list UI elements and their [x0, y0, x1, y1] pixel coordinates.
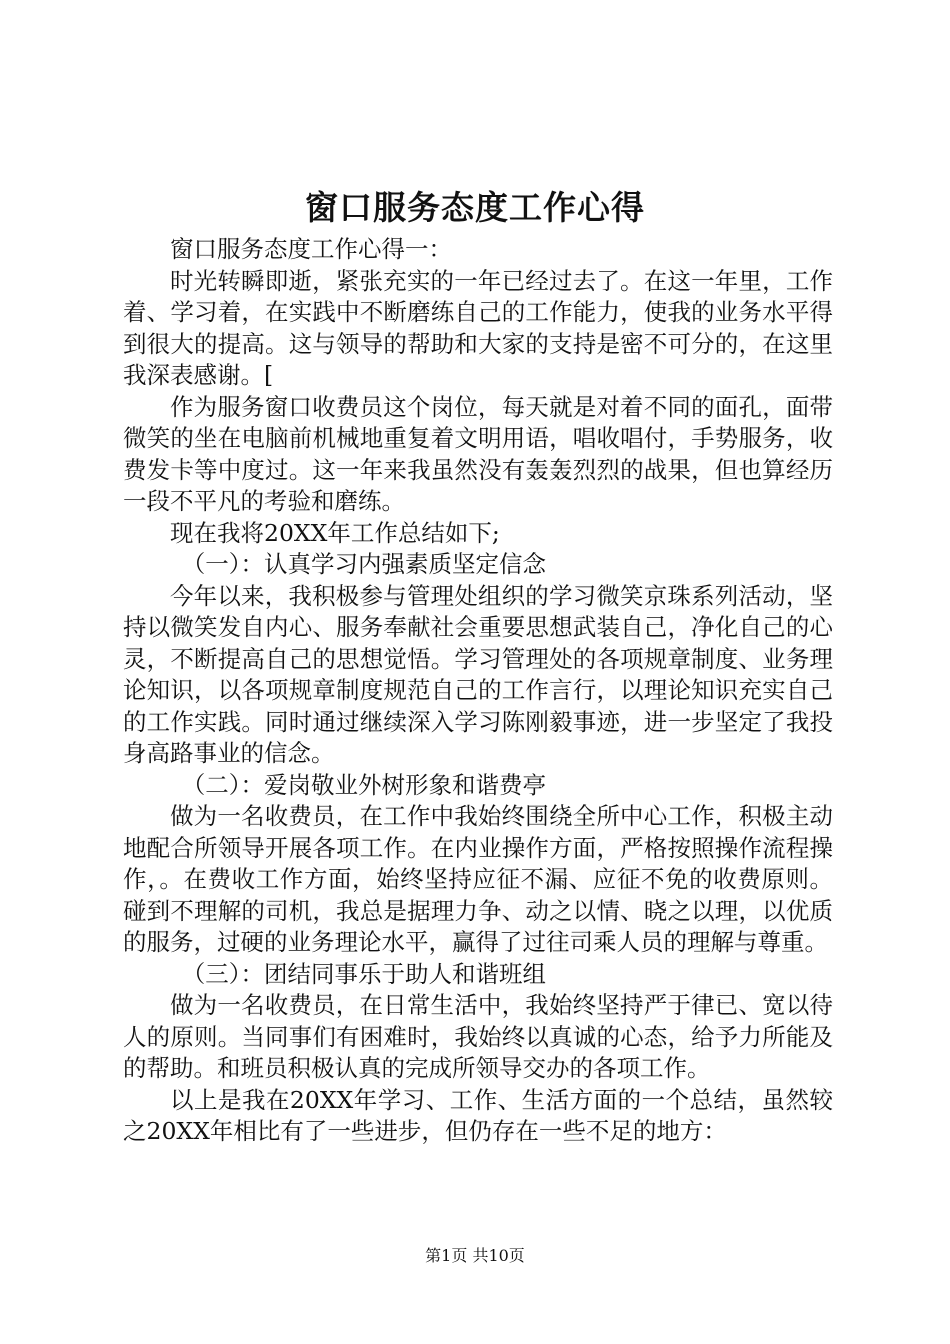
paragraph: 做为一名收费员，在日常生活中，我始终坚持严于律已、宽以待人的原则。当同事们有困难时，我始终以真诚的心态，给予力所能及的帮助。和班员积极认真的完成所领导交办的各项工作。 [123, 991, 833, 1082]
section-heading-2: （二）：爱岗敬业外树形象和谐费亭 [181, 770, 546, 799]
page-number-footer: 第1页 共10页 [425, 1246, 525, 1265]
paragraph: 以上是我在20XX年学习、工作、生活方面的一个总结，虽然较之20XX年相比有了一些进步，但仍存在一些不足的地方： [123, 1085, 833, 1145]
paragraph: 做为一名收费员，在工作中我始终围绕全所中心工作，积极主动地配合所领导开展各项工作。在内业操作方面，严格按照操作流程操作，。在费收工作方面，始终坚持应征不漏、应征不免的收费原则。碰到不理解的司机，我总是据理力争、动之以情、晓之以理，以优质的服务，过硬的业务理论水平，赢得了过往司乘人员的理解与尊重。 [123, 802, 833, 956]
document-body [123, 234, 833, 1148]
paragraph-intro-heading: 窗口服务态度工作心得一： [170, 235, 452, 263]
paragraph: 今年以来，我积极参与管理处组织的学习微笑京珠系列活动，坚持以微笑发自内心、服务奉献社会重要思想武装自己，净化自己的心灵，不断提高自己的思想觉悟。学习管理处的各项规章制度、业务理论知识，以各项规章制度规范自己的工作言行，以理论知识充实自己的工作实践。同时通过继续深入学习陈刚毅事迹，进一步坚定了我投身高路事业的信念。 [123, 581, 833, 767]
paragraph: 时光转瞬即逝，紧张充实的一年已经过去了。在这一年里，工作着、学习着，在实践中不断磨练自己的工作能力，使我的业务水平得到很大的提高。这与领导的帮助和大家的支持是密不可分的，在这里我深表感谢。[ [123, 266, 833, 389]
section-heading-1: （一）：认真学习内强素质坚定信念 [181, 550, 546, 578]
section-heading-3: （三）：团结同事乐于助人和谐班组 [181, 959, 546, 988]
paragraph: 作为服务窗口收费员这个岗位，每天就是对着不同的面孔，面带微笑的坐在电脑前机械地重复着文明用语，唱收唱付，手势服务，收费发卡等中度过。这一年来我虽然没有轰轰烈烈的战果，但也算经历一段不平凡的考验和磨练。 [123, 392, 833, 515]
paragraph: 现在我将20XX年工作总结如下; [170, 518, 500, 547]
document-title: 窗口服务态度工作心得 [305, 188, 645, 227]
